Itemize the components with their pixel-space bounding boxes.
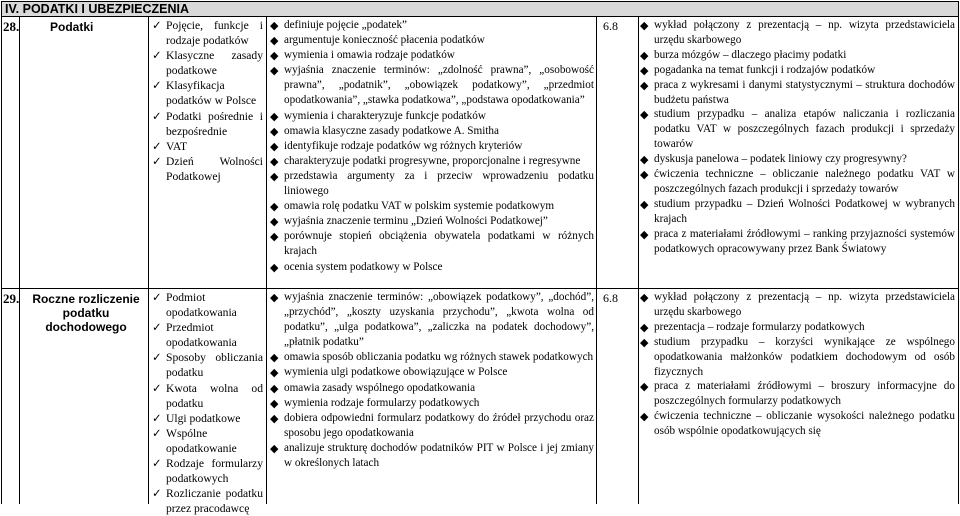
list-item-text: wykład połączony z prezentacją – np. wizyta przedstawiciela urzędu skarbowego bbox=[654, 19, 955, 46]
objectives-cell bbox=[268, 290, 594, 504]
bullet-check-icon: ✓ bbox=[152, 457, 162, 471]
list-item-text: porównuje stopień obciążenia obywatela podatkami w różnych krajach bbox=[284, 230, 594, 258]
bullet-diamond-icon: ◆ bbox=[640, 154, 649, 167]
list-item bbox=[268, 229, 594, 259]
list-item-text: wyjaśnia znaczenie terminu „Dzień Wolności Podatkowej” bbox=[284, 215, 548, 228]
list-item-text: Sposoby obliczania podatku bbox=[166, 351, 263, 380]
bullet-diamond-icon: ◆ bbox=[270, 201, 279, 214]
list-item bbox=[268, 33, 594, 48]
list-item bbox=[640, 167, 955, 197]
bullet-check-icon: ✓ bbox=[152, 139, 162, 153]
list-item bbox=[640, 320, 955, 335]
bullet-diamond-icon: ◆ bbox=[270, 20, 279, 32]
list-item bbox=[268, 63, 594, 108]
bullet-diamond-icon: ◆ bbox=[640, 336, 649, 349]
bullet-diamond-icon: ◆ bbox=[270, 140, 279, 153]
list-item-text: ćwiczenia techniczne – obliczanie wysokości należnego podatku osób wspólnie opodatkowujących się bbox=[654, 410, 955, 438]
list-item-text: analizuje strukturę dochodów podatników PIT w Polsce i jej zmiany w określonych latach bbox=[284, 441, 594, 470]
list-item bbox=[268, 214, 594, 229]
table-border-left bbox=[1, 17, 2, 504]
column-divider bbox=[148, 17, 149, 504]
list-item-text: wymienia i charakteryzuje funkcje podatków bbox=[284, 109, 486, 122]
list-item bbox=[268, 365, 594, 380]
list-item-text: omawia zasady wspólnego opodatkowania bbox=[284, 381, 476, 394]
bullet-check-icon: ✓ bbox=[152, 291, 162, 304]
objectives-cell bbox=[268, 18, 594, 288]
list-item bbox=[640, 152, 955, 167]
bullet-check-icon: ✓ bbox=[152, 154, 162, 168]
list-item-text: studium przypadku – analiza etapów naliczania i rozliczania podatku VAT w poszczególnych fazach produkcji i sprzedaży towarów bbox=[654, 108, 955, 151]
bullet-diamond-icon: ◆ bbox=[270, 65, 279, 78]
row-topic: Podatki bbox=[50, 20, 94, 34]
bullet-diamond-icon: ◆ bbox=[270, 216, 279, 229]
list-item-text: prezentacja – rodzaje formularzy podatkowych bbox=[654, 320, 865, 333]
list-item bbox=[640, 409, 955, 439]
list-item-text: omawia klasyczne zasady podatkowe A. Smitha bbox=[284, 124, 499, 137]
bullet-diamond-icon: ◆ bbox=[270, 292, 279, 304]
list-item-text: wykład połączony z prezentacją – np. wizyta przedstawiciela urzędu skarbowego bbox=[654, 291, 955, 318]
list-item bbox=[268, 48, 594, 63]
list-item bbox=[268, 169, 594, 199]
bullet-check-icon: ✓ bbox=[152, 487, 162, 501]
hours-value: 6.8 bbox=[603, 291, 618, 305]
methods-cell bbox=[640, 18, 955, 288]
methods-cell bbox=[640, 290, 955, 504]
list-item-text: argumentuje konieczność płacenia podatków bbox=[284, 34, 485, 47]
list-item-text: Dzień Wolności Podatkowej bbox=[166, 154, 263, 183]
list-item-text: Podmiot opodatkowania bbox=[166, 291, 237, 320]
bullet-diamond-icon: ◆ bbox=[270, 367, 279, 380]
section-header: IV. PODATKI I UBEZPIECZENIA bbox=[1, 1, 959, 17]
list-item bbox=[152, 320, 263, 350]
row-topic: Roczne rozliczenie podatku dochodowego bbox=[32, 292, 140, 334]
list-item bbox=[152, 290, 263, 320]
subtopics-cell bbox=[152, 290, 263, 516]
list-item bbox=[268, 139, 594, 154]
list-item bbox=[268, 381, 594, 396]
bullet-diamond-icon: ◆ bbox=[270, 442, 279, 455]
bullet-diamond-icon: ◆ bbox=[270, 170, 279, 183]
column-divider bbox=[638, 17, 639, 504]
bullet-check-icon: ✓ bbox=[152, 19, 162, 32]
table-border-right bbox=[958, 17, 959, 504]
list-item bbox=[268, 290, 594, 350]
list-item-text: praca z materiałami źródłowymi – ranking przyjazności systemów podatkowych opracowywany przez Bank Światowy bbox=[654, 227, 955, 255]
list-item bbox=[640, 197, 955, 227]
list-item bbox=[640, 379, 955, 409]
bullet-diamond-icon: ◆ bbox=[270, 412, 279, 425]
bullet-diamond-icon: ◆ bbox=[270, 352, 279, 365]
list-item-text: przedstawia argumenty za i przeciw wprowadzeniu podatku liniowego bbox=[284, 169, 594, 198]
list-item bbox=[152, 18, 263, 48]
list-item bbox=[152, 456, 263, 486]
list-item bbox=[268, 441, 594, 471]
subtopics-list bbox=[152, 18, 263, 184]
list-item-text: omawia rolę podatku VAT w polskim systemie podatkowym bbox=[284, 200, 555, 213]
list-item-text: Rozliczanie podatku przez pracodawcę bbox=[166, 487, 263, 516]
list-item bbox=[268, 199, 594, 214]
bullet-diamond-icon: ◆ bbox=[640, 79, 649, 92]
list-item-text: dyskusja panelowa – podatek liniowy czy progresywny? bbox=[654, 153, 907, 166]
list-item bbox=[152, 154, 263, 184]
list-item-text: omawia sposób obliczania podatku wg różnych stawek podatkowych bbox=[284, 351, 594, 364]
list-item bbox=[268, 350, 594, 365]
bullet-diamond-icon: ◆ bbox=[640, 109, 649, 122]
methods-list bbox=[640, 290, 955, 439]
bullet-check-icon: ✓ bbox=[152, 351, 162, 365]
list-item-text: dobiera odpowiedni formularz podatkowy do źródeł przychodu oraz sposobu jego opodatkowania bbox=[284, 411, 594, 439]
list-item bbox=[268, 109, 594, 124]
bullet-check-icon: ✓ bbox=[152, 109, 162, 123]
bullet-check-icon: ✓ bbox=[152, 381, 162, 395]
list-item-text: Klasyczne zasady podatkowe bbox=[166, 49, 263, 78]
bullet-diamond-icon: ◆ bbox=[640, 411, 649, 424]
list-item bbox=[268, 18, 594, 33]
column-divider bbox=[266, 17, 267, 504]
list-item bbox=[640, 335, 955, 380]
list-item-text: Pojęcie, funkcje i rodzaje podatków bbox=[166, 19, 263, 48]
list-item-text: charakteryzuje podatki progresywne, proporcjonalne i regresywne bbox=[284, 154, 581, 167]
subtopics-cell bbox=[152, 18, 263, 286]
bullet-diamond-icon: ◆ bbox=[270, 397, 279, 410]
row-number: 29. bbox=[3, 291, 20, 306]
list-item bbox=[152, 426, 263, 456]
list-item-text: Rodzaje formularzy podatkowych bbox=[166, 457, 263, 486]
list-item bbox=[640, 63, 955, 78]
bullet-diamond-icon: ◆ bbox=[270, 125, 279, 138]
list-item-text: Klasyfikacja podatków w Polsce bbox=[166, 79, 257, 108]
list-item-text: studium przypadku – Dzień Wolności Podatkowej w wybranych krajach bbox=[654, 197, 955, 225]
list-item-text: wymienia ulgi podatkowe obowiązujące w Polsce bbox=[284, 366, 508, 379]
bullet-check-icon: ✓ bbox=[152, 79, 162, 93]
list-item bbox=[640, 107, 955, 152]
bullet-diamond-icon: ◆ bbox=[270, 110, 279, 123]
list-item-text: ocenia system podatkowy w Polsce bbox=[284, 260, 443, 273]
list-item bbox=[640, 48, 955, 63]
list-item bbox=[152, 381, 263, 411]
bullet-diamond-icon: ◆ bbox=[640, 20, 649, 32]
row-number: 28. bbox=[3, 19, 20, 34]
bullet-diamond-icon: ◆ bbox=[640, 64, 649, 77]
list-item-text: ćwiczenia techniczne – obliczanie należnego podatku VAT w poszczególnych fazach produkcji i sprzedaży towarów bbox=[654, 168, 955, 195]
bullet-diamond-icon: ◆ bbox=[640, 292, 649, 304]
list-item-text: definiuje pojęcie „podatek” bbox=[284, 19, 408, 31]
subtopics-list bbox=[152, 290, 263, 516]
list-item bbox=[268, 411, 594, 441]
bullet-check-icon: ✓ bbox=[152, 426, 162, 440]
list-item bbox=[640, 78, 955, 108]
list-item-text: identyfikuje rodzaje podatków wg różnych kryteriów bbox=[284, 139, 523, 152]
list-item-text: Podatki pośrednie i bezpośrednie bbox=[166, 109, 263, 138]
row-divider bbox=[1, 288, 959, 289]
list-item bbox=[640, 290, 955, 320]
list-item-text: Wspólne opodatkowanie bbox=[166, 426, 237, 455]
list-item bbox=[152, 48, 263, 78]
objectives-list bbox=[268, 18, 594, 275]
list-item bbox=[268, 154, 594, 169]
hours-value: 6.8 bbox=[603, 19, 618, 33]
list-item bbox=[268, 260, 594, 275]
list-item-text: pogadanka na temat funkcji i rodzajów podatków bbox=[654, 63, 876, 76]
bullet-check-icon: ✓ bbox=[152, 411, 162, 425]
list-item bbox=[152, 486, 263, 516]
bullet-diamond-icon: ◆ bbox=[270, 382, 279, 395]
list-item bbox=[268, 396, 594, 411]
bullet-diamond-icon: ◆ bbox=[640, 321, 649, 334]
list-item bbox=[152, 78, 263, 108]
bullet-check-icon: ✓ bbox=[152, 49, 162, 63]
list-item bbox=[152, 109, 263, 139]
bullet-diamond-icon: ◆ bbox=[270, 155, 279, 168]
column-divider bbox=[19, 17, 20, 504]
list-item bbox=[152, 350, 263, 380]
bullet-diamond-icon: ◆ bbox=[270, 35, 279, 48]
bullet-diamond-icon: ◆ bbox=[270, 261, 279, 274]
list-item bbox=[152, 411, 263, 426]
list-item-text: burza mózgów – dlaczego płacimy podatki bbox=[654, 48, 847, 61]
bullet-diamond-icon: ◆ bbox=[640, 228, 649, 241]
list-item bbox=[152, 139, 263, 154]
list-item-text: Ulgi podatkowe bbox=[166, 411, 241, 425]
bullet-diamond-icon: ◆ bbox=[640, 198, 649, 211]
column-divider bbox=[596, 17, 597, 504]
bullet-diamond-icon: ◆ bbox=[270, 50, 279, 63]
list-item-text: Przedmiot opodatkowania bbox=[166, 321, 237, 350]
bullet-diamond-icon: ◆ bbox=[640, 49, 649, 62]
list-item-text: studium przypadku – korzyści wynikające ze wspólnego opodatkowania małżonków podatkiem dochodowym od osób fizycznych bbox=[654, 335, 955, 378]
list-item-text: wyjaśnia znaczenie terminów: „obowiązek podatkowy”, „dochód”, „przychód”, „koszty uzyskania przychodu”, „kwota wolna od podatku”, „ulga podatkowa”, „zaliczka na podatek dochodowy”, „płatnik podatku” bbox=[284, 291, 594, 349]
methods-list bbox=[640, 18, 955, 257]
list-item-text: wyjaśnia znaczenie terminów: „zdolność prawna”, „osobowość prawna”, „podatnik”, „obowiązek podatkowy”, „przedmiot opodatkowania”, „stawka podatkowa”, „podstawa opodatkowania” bbox=[284, 64, 594, 107]
bullet-diamond-icon: ◆ bbox=[270, 231, 279, 244]
objectives-list bbox=[268, 290, 594, 471]
list-item bbox=[640, 227, 955, 257]
bullet-diamond-icon: ◆ bbox=[640, 169, 649, 182]
list-item-text: VAT bbox=[166, 139, 188, 153]
list-item-text: wymienia i omawia rodzaje podatków bbox=[284, 49, 455, 62]
bullet-check-icon: ✓ bbox=[152, 321, 162, 335]
list-item-text: praca z wykresami i danymi statystycznymi – struktura dochodów budżetu państwa bbox=[654, 78, 955, 106]
bullet-diamond-icon: ◆ bbox=[640, 381, 649, 394]
list-item-text: wymienia rodzaje formularzy podatkowych bbox=[284, 396, 480, 409]
list-item-text: praca z materiałami źródłowymi – broszury informacyjne do poszczególnych formularzy podatkowych bbox=[654, 380, 955, 408]
list-item bbox=[640, 18, 955, 48]
list-item-text: Kwota wolna od podatku bbox=[166, 381, 263, 410]
list-item bbox=[268, 124, 594, 139]
